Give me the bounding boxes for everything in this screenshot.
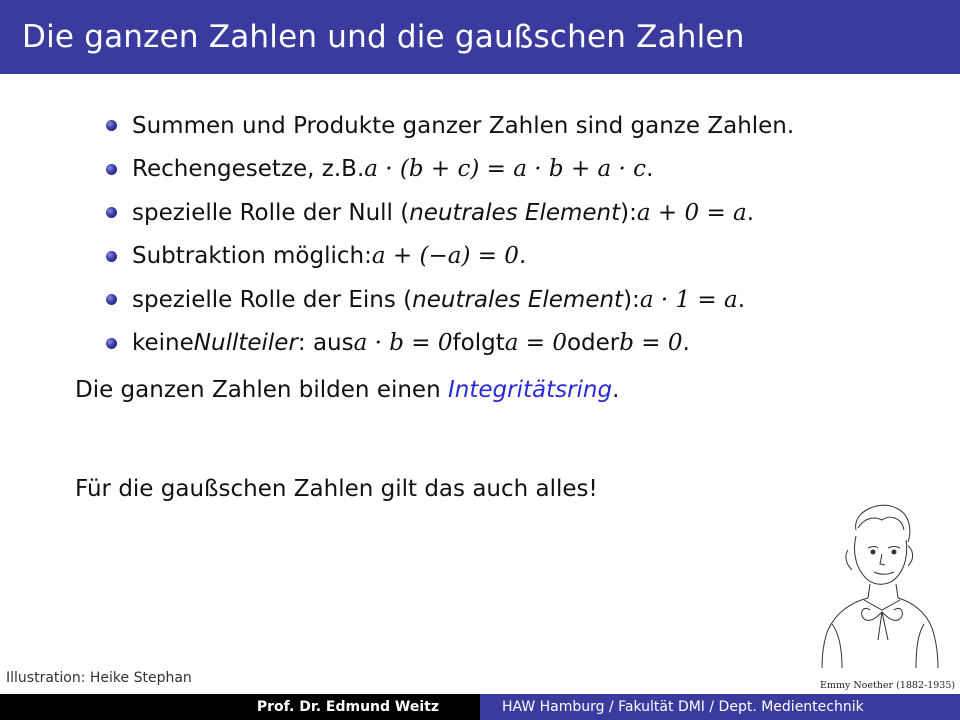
math-formula: a · b = 0	[353, 330, 453, 357]
bullet-text: Rechengesetze, z.B.	[132, 156, 365, 183]
emphasis-text: neutrales Element	[409, 199, 621, 226]
bullet-item	[106, 104, 794, 148]
bullet-text: Summen und Produkte ganzer Zahlen sind ganze Zahlen.	[132, 112, 795, 139]
punctuation: .	[682, 330, 690, 357]
bullet-item	[106, 191, 794, 235]
punctuation: .	[646, 156, 654, 183]
slide-footer	[0, 694, 960, 720]
gaussian-paragraph: Für die gaußschen Zahlen gilt das auch alles!	[75, 476, 598, 502]
bullet-text: folgt	[452, 330, 505, 357]
math-formula: a · 1 = a	[639, 286, 738, 313]
highlight-term: Integritätsring	[447, 377, 613, 403]
slide-title: Die ganzen Zahlen und die gaußschen Zahlen	[22, 19, 745, 55]
bullet-item	[106, 148, 794, 192]
bullet-icon	[106, 251, 117, 262]
bullet-text: Subtraktion möglich:	[132, 243, 372, 270]
punctuation: .	[746, 199, 755, 226]
portrait-illustration	[812, 500, 944, 668]
bullet-icon	[106, 294, 117, 305]
math-formula: a · (b + c) = a · b + a · c	[364, 156, 647, 183]
bullet-item	[106, 235, 794, 279]
footer-author: Prof. Dr. Edmund Weitz	[0, 694, 480, 720]
bullet-text: ):	[623, 286, 640, 313]
bullet-text: spezielle Rolle der Null (	[132, 199, 410, 226]
illustration-credit: Illustration: Heike Stephan	[6, 670, 192, 686]
bullet-icon	[106, 338, 117, 349]
math-formula: a + 0 = a	[636, 199, 747, 226]
bullet-item	[106, 322, 794, 366]
math-formula: a + (−a) = 0	[371, 243, 519, 270]
punctuation: .	[518, 243, 527, 270]
math-formula: a = 0	[504, 330, 567, 357]
paragraph-text: Die ganzen Zahlen bilden einen	[75, 377, 448, 403]
punctuation: .	[612, 377, 620, 403]
bullet-text: oder	[566, 330, 620, 357]
bullet-icon	[106, 164, 117, 175]
portrait-caption: Emmy Noether (1882-1935)	[820, 680, 956, 691]
punctuation: .	[737, 286, 746, 313]
footer-institution: HAW Hamburg / Fakultät DMI / Dept. Medientechnik	[480, 694, 960, 720]
emphasis-text: neutrales Element	[412, 286, 624, 313]
bullet-icon	[106, 207, 117, 218]
bullet-icon	[106, 120, 117, 131]
emphasis-text: Nullteiler	[193, 330, 298, 357]
bullet-list	[106, 104, 794, 365]
bullet-text: ):	[620, 199, 637, 226]
math-formula: b = 0	[619, 330, 683, 357]
bullet-text: : aus	[297, 330, 354, 357]
slide-header	[0, 0, 960, 74]
bullet-text: spezielle Rolle der Eins (	[132, 286, 413, 313]
bullet-item	[106, 278, 794, 322]
integrity-ring-paragraph	[75, 377, 619, 403]
bullet-text: keine	[132, 330, 194, 357]
